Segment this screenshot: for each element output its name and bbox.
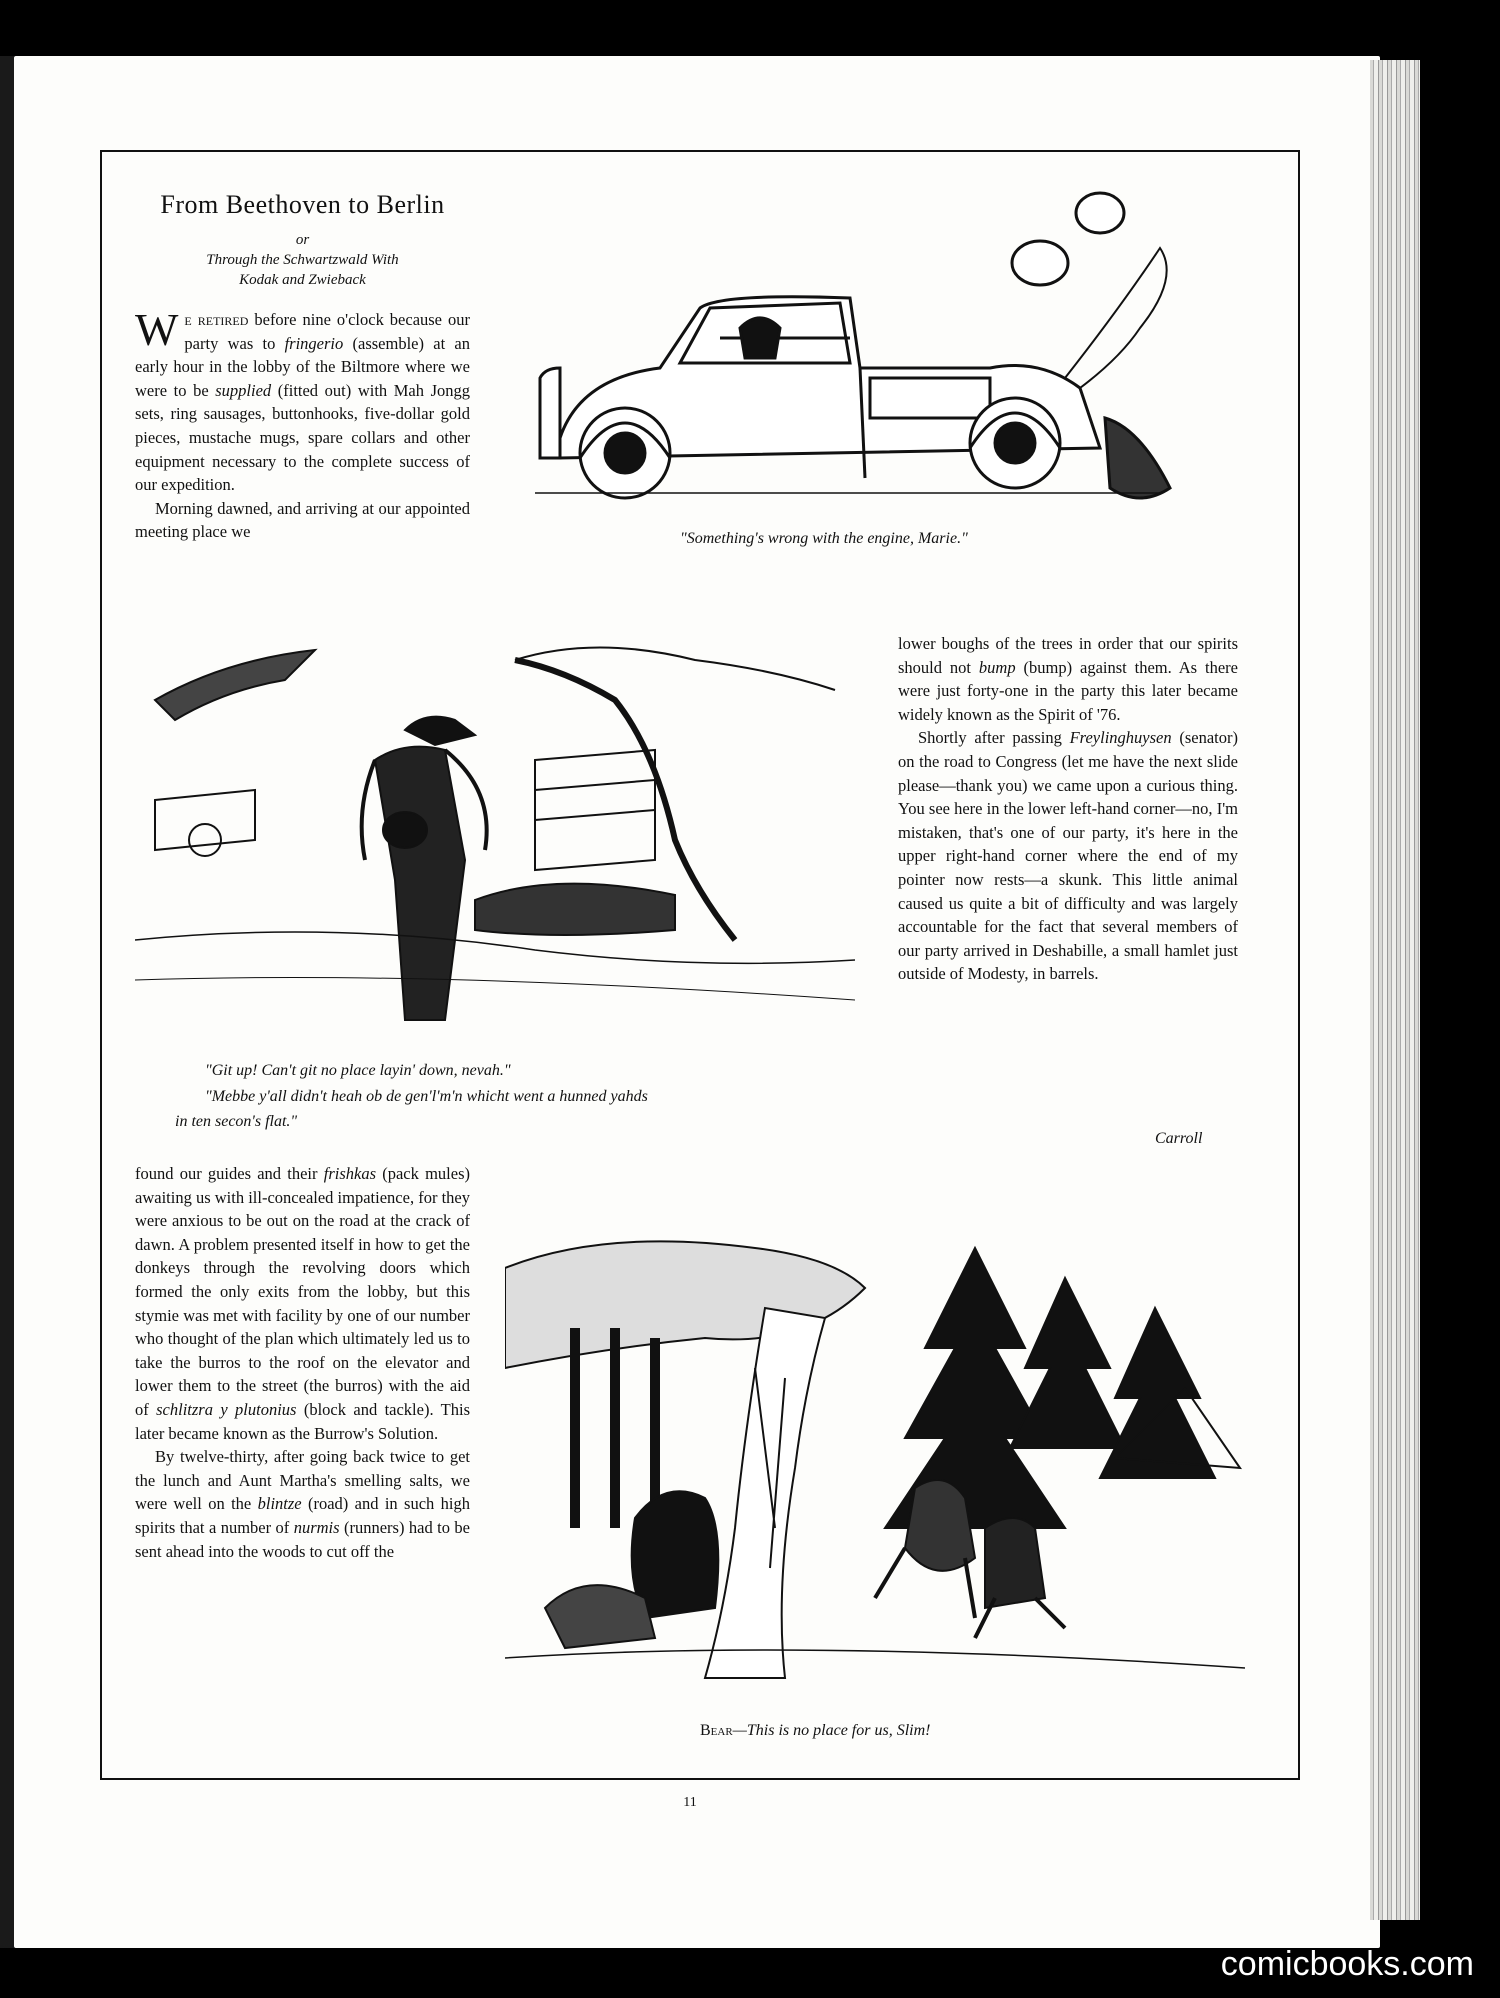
text: lower boughs of the trees in order that our spirits should not — [898, 634, 1238, 677]
bear-forest-drawing — [505, 1228, 1245, 1708]
text: before nine o'clock because our party was to — [184, 310, 470, 353]
term: frishkas — [323, 1164, 376, 1183]
article-or: or — [295, 232, 310, 248]
text: (runners) had to be sent ahead into the woods to cut off the — [135, 1517, 470, 1561]
tramp-caption-line3: in ten secon's flat." — [175, 1113, 298, 1130]
text: By twelve-thirty, after going back twice to get the lunch and Aunt Martha's smelling salts, we were well on the — [135, 1447, 470, 1514]
text: found our guides and their — [135, 1164, 324, 1183]
facing-page-edge — [0, 56, 14, 1948]
bear-forest-illustration — [505, 1228, 1245, 1708]
text: (pack mules) awaiting us with ill-concealed impatience, for they were anxious to be out on the road at the crack of dawn. A problem presented itself in how to get the donkeys through the revolving doors which formed the only exits from the lobby, but this stymie was met with facility by one of our number who thought of the plan which ultimately led us to take the burros to the roof on the elevator and lower them to the street (the burros) with the aid of — [135, 1164, 470, 1419]
car-drawing — [520, 188, 1200, 518]
paragraph: Morning dawned, and arriving at our appointed meeting place we — [135, 498, 470, 542]
watermark: comicbooks.com — [1220, 1945, 1474, 1983]
text: Shortly after passing — [918, 728, 1070, 748]
text: (bump) against them. As there were just forty-one in the party this later became widely known as the Spirit of '76. — [898, 657, 1238, 724]
text: (road) and in such high spirits that a number of — [135, 1494, 471, 1537]
term: schlitzra y plutonius — [156, 1399, 297, 1419]
dropcap: W — [135, 304, 179, 355]
column-right — [898, 632, 1238, 986]
column-1-bottom — [135, 1162, 470, 1563]
car-caption: "Something's wrong with the engine, Marie." — [680, 530, 968, 547]
term: bump — [978, 657, 1016, 677]
tramp-caption-line1: "Git up! Can't git no place layin' down, nevah." — [205, 1062, 511, 1079]
car-illustration — [520, 188, 1200, 518]
text: (assemble) at an early hour in the lobby of the Biltmore where we were to be — [135, 333, 470, 400]
term: Freylinghuysen — [1069, 728, 1172, 748]
text: (block and tackle). This later became known as the Burrow's Solution. — [135, 1399, 470, 1443]
bear-caption-line: —This is no place for us, Slim! — [732, 1722, 931, 1739]
bear-caption — [700, 1722, 930, 1740]
column-1-top — [135, 304, 470, 544]
term: nurmis — [293, 1517, 340, 1537]
page-stack-edge — [1370, 60, 1420, 1920]
tramp-drawing — [135, 640, 855, 1040]
term: fringerio — [284, 333, 344, 353]
article-title: From Beethoven to Berlin — [160, 190, 445, 219]
lead-smallcaps: e retired — [184, 310, 249, 329]
article-subtitle-line2: Kodak and Zwieback — [239, 272, 366, 288]
tramp-illustration — [135, 640, 855, 1040]
article-subtitle-line1: Through the Schwartzwald With — [206, 252, 399, 268]
text: (fitted out) with Mah Jongg sets, ring sausages, buttonhooks, five-dollar gold pieces, mustache mugs, spare collars and other equipment necessary to the complete success of our expedition. — [135, 380, 470, 495]
tramp-caption-line2: "Mebbe y'all didn't heah ob de gen'l'm'n whicht went a hunned yahds — [205, 1088, 648, 1105]
term: blintze — [257, 1494, 302, 1514]
term: supplied — [215, 380, 272, 400]
text: (senator) on the road to Congress (let me have the next slide please—thank you) we came upon a curious thing. You see here in the lower left-hand corner—no, I'm mistaken, that's one of our party, it's here in the upper right-hand corner where the end of my pointer now rests—a skunk. This little animal caused us quite a bit of difficulty and was largely accountable for the fact that several members of our party arrived in Deshabille, a small hamlet just outside of Modesty, in barrels. — [898, 728, 1238, 984]
author-signature: Carroll — [1155, 1130, 1203, 1147]
bear-caption-speaker: Bear — [700, 1722, 733, 1739]
page-number: 11 — [683, 1795, 697, 1810]
